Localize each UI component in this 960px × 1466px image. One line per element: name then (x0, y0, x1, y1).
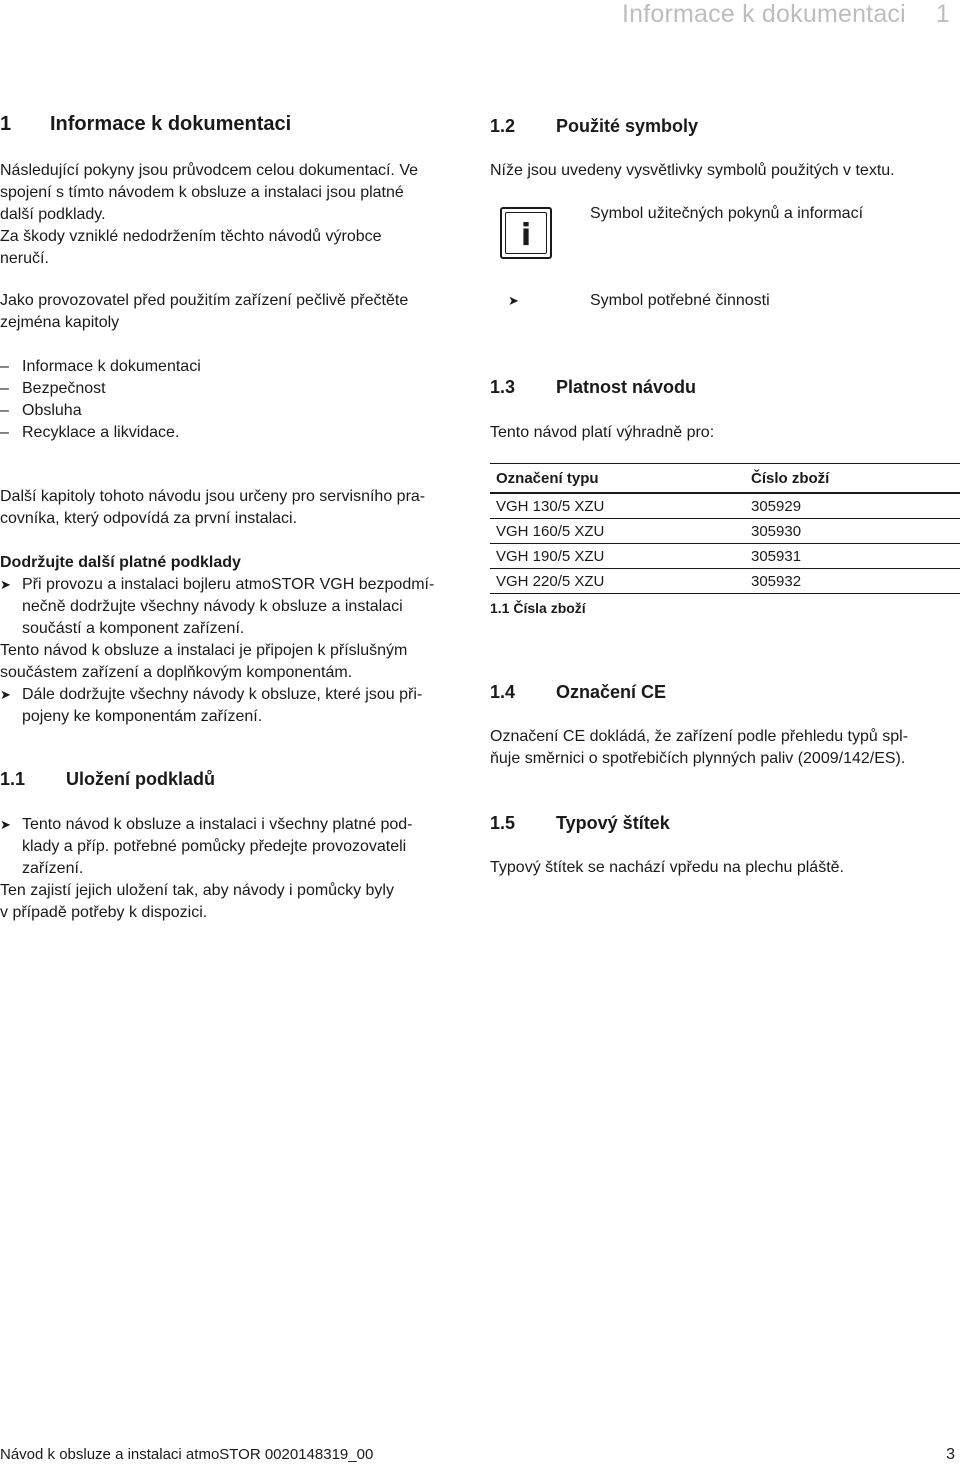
section-1-4-heading (490, 682, 666, 703)
table-cell: VGH 220/5 XZU (490, 569, 745, 594)
table-cell: VGH 130/5 XZU (490, 493, 745, 519)
operator-paragraph (0, 290, 470, 334)
text-line: součástí a komponent zařízení. (22, 620, 245, 637)
section-number: 1.4 (490, 682, 516, 702)
section-1-5-heading (490, 813, 670, 834)
action-item (0, 574, 470, 640)
table-cell: VGH 160/5 XZU (490, 519, 745, 544)
running-header (622, 0, 950, 28)
column-header: Číslo zboží (745, 464, 960, 494)
text-line: Následující pokyny jsou průvodcem celou dokumentací. Ve (0, 162, 419, 179)
table-cell: VGH 190/5 XZU (490, 544, 745, 569)
table-row (490, 569, 960, 594)
type-table (490, 463, 960, 594)
text-line: zařízení. (22, 860, 84, 877)
text-line: Označení CE dokládá, že zařízení podle přehledu typů spl- (490, 728, 909, 745)
ce-paragraph (490, 726, 955, 770)
section-1-2-heading (490, 116, 698, 137)
section-title: Označení CE (556, 682, 667, 702)
text-line: zejména kapitoly (0, 314, 120, 331)
observe-heading: Dodržujte další platné podklady (0, 554, 241, 571)
text-line: Tento návod k obsluze a instalaci i všechny platné pod- (22, 816, 413, 833)
section-1-3-heading (490, 377, 696, 398)
validity-intro: Tento návod platí výhradně pro: (490, 424, 715, 441)
text-line: Dále dodržujte všechny návody k obsluze, které jsou při- (22, 686, 423, 703)
text-line: pojeny ke komponentám zařízení. (22, 708, 263, 725)
footer-text: Návod k obsluze a instalaci atmoSTOR 0020148319_00 (0, 1446, 374, 1463)
arrow-icon: ➤ (508, 293, 519, 308)
section-title: Typový štítek (556, 813, 670, 833)
text-line: Tento návod k obsluze a instalaci je připojen k příslušným (0, 642, 408, 659)
nameplate-text: Typový štítek se nachází vpředu na plechu pláště. (490, 859, 844, 876)
section-title: Informace k dokumentaci (50, 113, 292, 135)
text-line: Další kapitoly tohoto návodu jsou určeny pro servisního pra- (0, 488, 426, 505)
column-header: Označení typu (490, 464, 745, 494)
section-number: 1.2 (490, 116, 516, 136)
section-number: 1 (0, 113, 12, 135)
action-item (0, 684, 470, 728)
action-item (0, 814, 470, 880)
chapter-list (0, 356, 470, 444)
footer-page-number: 3 (946, 1446, 955, 1463)
text-line: Za škody vzniklé nedodržením těchto návodů výrobce (0, 228, 382, 245)
table-caption: 1.1 Čísla zboží (490, 600, 586, 616)
table-header-row (490, 464, 960, 494)
running-footer (0, 1446, 960, 1466)
table-cell: 305931 (745, 544, 960, 569)
table-row (490, 493, 960, 519)
section-number: 1.5 (490, 813, 516, 833)
text-line: nečně dodržujte všechny návody k obsluze a instalaci (22, 598, 403, 615)
table-cell: 305929 (745, 493, 960, 519)
info-symbol-text: Symbol užitečných pokynů a informací (590, 205, 864, 222)
list-item: – Bezpečnost (0, 378, 470, 400)
observe-block (0, 552, 470, 728)
text-line: ňuje směrnici o spotřebičích plynných paliv (2009/142/ES). (490, 750, 906, 767)
table-cell: 305930 (745, 519, 960, 544)
text-line: Jako provozovatel před použitím zařízení pečlivě přečtěte (0, 292, 409, 309)
arrow-icon: ➤ (0, 577, 11, 592)
storage-block (0, 814, 470, 924)
section-title: Použité symboly (556, 116, 699, 136)
section-number: 1.3 (490, 377, 516, 397)
table-cell: 305932 (745, 569, 960, 594)
text-line: další podklady. (0, 206, 106, 223)
section-1-1-heading (0, 769, 215, 790)
section-title: Uložení podkladů (66, 769, 216, 789)
text-line: Ten zajistí jejich uložení tak, aby návody i pomůcky byly (0, 882, 394, 899)
section-number: 1.1 (0, 769, 26, 789)
text-line: součástem zařízení a doplňkovým komponentám. (0, 664, 353, 681)
text-line: v případě potřeby k dispozici. (0, 904, 208, 921)
section-title: Platnost návodu (556, 377, 697, 397)
text-line: neručí. (0, 250, 49, 267)
text-line: Při provozu a instalaci bojleru atmoSTOR VGH bezpodmí- (22, 576, 435, 593)
intro-paragraph (0, 160, 470, 270)
header-title: Informace k dokumentaci (621, 0, 906, 28)
arrow-icon: ➤ (0, 687, 11, 702)
info-icon (500, 207, 552, 259)
info-symbol: i (520, 218, 532, 253)
symbols-intro: Níže jsou uvedeny vysvětlivky symbolů použitých v textu. (490, 162, 895, 179)
list-item: – Informace k dokumentaci (0, 356, 470, 378)
table-row (490, 519, 960, 544)
text-line: covníka, který odpovídá za první instalaci. (0, 510, 298, 527)
further-paragraph (0, 486, 470, 530)
arrow-icon: ➤ (0, 817, 11, 832)
table-row (490, 544, 960, 569)
text-line: klady a příp. potřebné pomůcky předejte provozovateli (22, 838, 407, 855)
list-item: – Obsluha (0, 400, 470, 422)
action-symbol-text: Symbol potřebné činnosti (590, 292, 770, 309)
list-item: – Recyklace a likvidace. (0, 422, 470, 444)
text-line: spojení s tímto návodem k obsluze a instalaci jsou platné (0, 184, 404, 201)
section-1-heading (0, 113, 291, 136)
header-page-number: 1 (935, 0, 950, 28)
